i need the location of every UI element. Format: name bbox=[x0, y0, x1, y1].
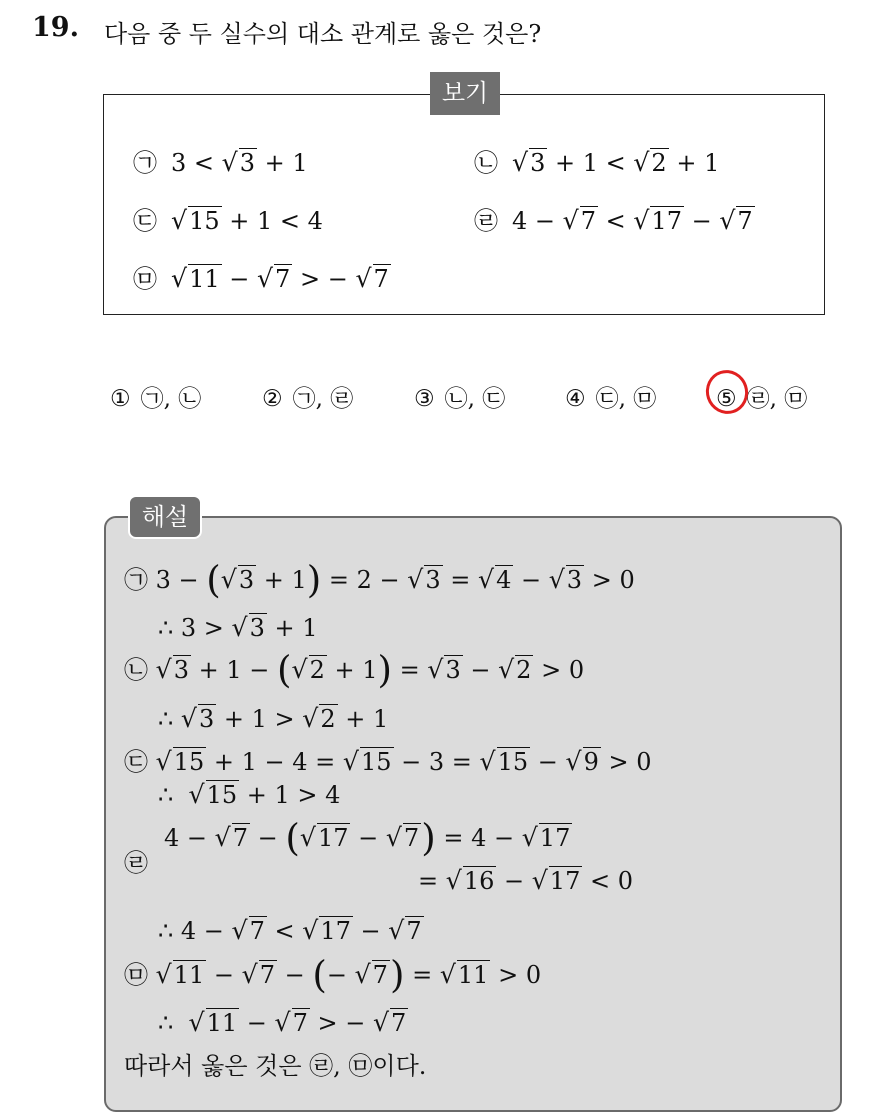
choice-number: ② bbox=[262, 386, 283, 412]
bogi-tag: 보기 bbox=[430, 72, 500, 115]
explanation-line-8: = √16 − √17 < 0 bbox=[418, 866, 633, 895]
choice-label: ㉡, ㉢ bbox=[444, 386, 506, 412]
bogi-item-mark: ㉤ bbox=[133, 265, 157, 293]
choice-1[interactable] bbox=[110, 380, 201, 413]
choice-number: ④ bbox=[565, 386, 586, 412]
question-number: 19. bbox=[32, 12, 79, 43]
bogi-item-mark: ㉠ bbox=[133, 149, 157, 177]
bogi-item-4 bbox=[474, 201, 755, 236]
bogi-item-expr: 4 − √7 < √17 − √7 bbox=[512, 206, 753, 235]
bogi-item-expr: √11 − √7 > − √7 bbox=[171, 264, 389, 293]
explanation-mark-4: ㉣ bbox=[124, 849, 148, 877]
explanation-tag: 해설 bbox=[128, 495, 202, 539]
explanation-line-10: ㉤ √11 − √7 − (− √7) = √11 > 0 bbox=[124, 952, 542, 997]
explanation-line-4: ∴ √3 + 1 > √2 + 1 bbox=[158, 704, 389, 733]
explanation-mark: ㉠ bbox=[124, 566, 148, 594]
explanation-line-3: ㉡ √3 + 1 − (√2 + 1) = √3 − √2 > 0 bbox=[124, 647, 585, 692]
bogi-item-2 bbox=[474, 143, 719, 178]
bogi-item-expr: 3 < √3 + 1 bbox=[171, 148, 308, 177]
choice-4[interactable] bbox=[565, 380, 656, 413]
bogi-item-3 bbox=[133, 201, 323, 236]
bogi-item-5 bbox=[133, 259, 391, 294]
explanation-line-11: ∴ √11 − √7 > − √7 bbox=[158, 1008, 407, 1037]
question-text: 다음 중 두 실수의 대소 관계로 옳은 것은? bbox=[104, 20, 542, 48]
choice-3[interactable] bbox=[414, 380, 505, 413]
explanation-mark: ㉤ bbox=[124, 961, 148, 989]
explanation-line-2: ∴ 3 > √3 + 1 bbox=[158, 613, 318, 642]
choice-number: ③ bbox=[414, 386, 435, 412]
choice-label: ㉣, ㉤ bbox=[746, 386, 808, 412]
explanation-line-6: ∴ √15 + 1 > 4 bbox=[158, 780, 341, 809]
choice-label: ㉠, ㉣ bbox=[292, 386, 354, 412]
choice-number: ① bbox=[110, 386, 131, 412]
explanation-conclusion: 따라서 옳은 것은 ㉣, ㉤이다. bbox=[124, 1052, 427, 1080]
bogi-item-expr: √3 + 1 < √2 + 1 bbox=[512, 148, 720, 177]
bogi-item-expr: √15 + 1 < 4 bbox=[171, 206, 323, 235]
bogi-item-mark: ㉣ bbox=[474, 207, 498, 235]
choice-label: ㉠, ㉡ bbox=[140, 386, 202, 412]
bogi-item-1 bbox=[133, 143, 308, 178]
explanation-line-5: ㉢ √15 + 1 − 4 = √15 − 3 = √15 − √9 > 0 bbox=[124, 747, 652, 776]
explanation-mark: ㉢ bbox=[124, 748, 148, 776]
explanation-line-9: ∴ 4 − √7 < √17 − √7 bbox=[158, 916, 422, 945]
choice-2[interactable] bbox=[262, 380, 353, 413]
choice-label: ㉢, ㉤ bbox=[595, 386, 657, 412]
bogi-item-mark: ㉢ bbox=[133, 207, 157, 235]
explanation-line-1: ㉠ 3 − (√3 + 1) = 2 − √3 = √4 − √3 > 0 bbox=[124, 557, 635, 602]
explanation-mark: ㉡ bbox=[124, 656, 148, 684]
bogi-item-mark: ㉡ bbox=[474, 149, 498, 177]
explanation-line-7: 4 − √7 − (√17 − √7) = 4 − √17 bbox=[164, 815, 571, 860]
choice-number: ⑤ bbox=[716, 386, 737, 412]
